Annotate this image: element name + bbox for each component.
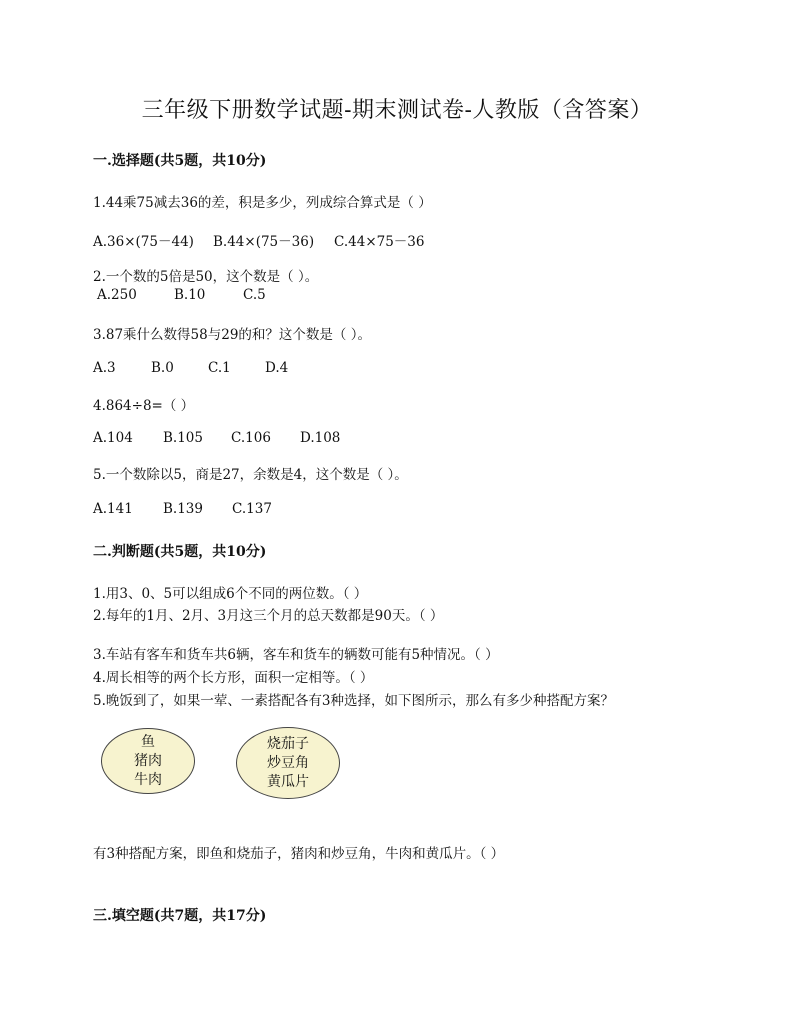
question-options: [93, 230, 425, 250]
meat-option: 猪肉: [134, 752, 162, 769]
meat-option: 牛肉: [134, 771, 162, 788]
option: A.250: [97, 287, 137, 303]
option: A.3: [93, 360, 116, 376]
question-options: [93, 360, 288, 376]
option: A.104: [93, 430, 133, 446]
option: C.137: [232, 501, 272, 517]
option: C.106: [231, 430, 271, 446]
vegetable-option: 炒豆角: [267, 754, 309, 771]
meat-options-ellipse: [101, 728, 195, 794]
question-text: 1.44乘75减去36的差，积是多少，列成综合算式是（ ）: [93, 195, 432, 211]
section-heading-fill-blank: 三.填空题(共7题，共17分): [93, 908, 267, 924]
question-text: 2.一个数的5倍是50，这个数是（ ）。: [93, 269, 319, 285]
judgement-item: 4.周长相等的两个长方形，面积一定相等。（ ）: [93, 670, 374, 686]
option: B.10: [174, 287, 206, 303]
section-heading-choice: 一.选择题(共5题，共10分): [93, 153, 267, 169]
option: A.141: [93, 501, 133, 517]
question-text: 4.864÷8=（ ）: [93, 398, 195, 414]
meat-option: 鱼: [141, 733, 155, 750]
judgement-item: 3.车站有客车和货车共6辆，客车和货车的辆数可能有5种情况。（ ）: [93, 647, 499, 663]
option: A.36×(75－44): [93, 234, 194, 250]
option: B.0: [151, 360, 174, 376]
question-text: 5.一个数除以5，商是27，余数是4，这个数是（ ）。: [93, 467, 408, 483]
option: B.44×(75－36): [213, 234, 315, 250]
judgement-statement: 有3种搭配方案，即鱼和烧茄子，猪肉和炒豆角，牛肉和黄瓜片。（ ）: [93, 846, 505, 862]
option: D.108: [300, 430, 341, 446]
option: C.1: [208, 360, 231, 376]
vegetable-options-ellipse: [236, 727, 340, 799]
question-text: 3.87乘什么数得58与29的和？这个数是（ ）。: [93, 327, 371, 343]
option: B.105: [163, 430, 203, 446]
vegetable-option: 烧茄子: [267, 735, 309, 752]
question-options: [93, 501, 272, 517]
vegetable-option: 黄瓜片: [267, 773, 309, 790]
section-heading-judgement: 二.判断题(共5题，共10分): [93, 544, 267, 560]
option: B.139: [163, 501, 203, 517]
option: C.5: [243, 287, 266, 303]
question-options: [93, 430, 340, 446]
judgement-item: 2.每年的1月、2月、3月这三个月的总天数都是90天。（ ）: [93, 608, 444, 624]
document-title: 三年级下册数学试题-期末测试卷-人教版（含答案）: [141, 98, 653, 123]
judgement-item: 1.用3、0、5可以组成6个不同的两位数。（ ）: [93, 586, 368, 602]
option: D.4: [265, 360, 289, 376]
option: C.44×75－36: [334, 234, 425, 250]
question-options: [97, 287, 266, 303]
judgement-item: 5.晚饭到了，如果一荤、一素搭配各有3种选择，如下图所示，那么有多少种搭配方案？: [93, 693, 614, 709]
